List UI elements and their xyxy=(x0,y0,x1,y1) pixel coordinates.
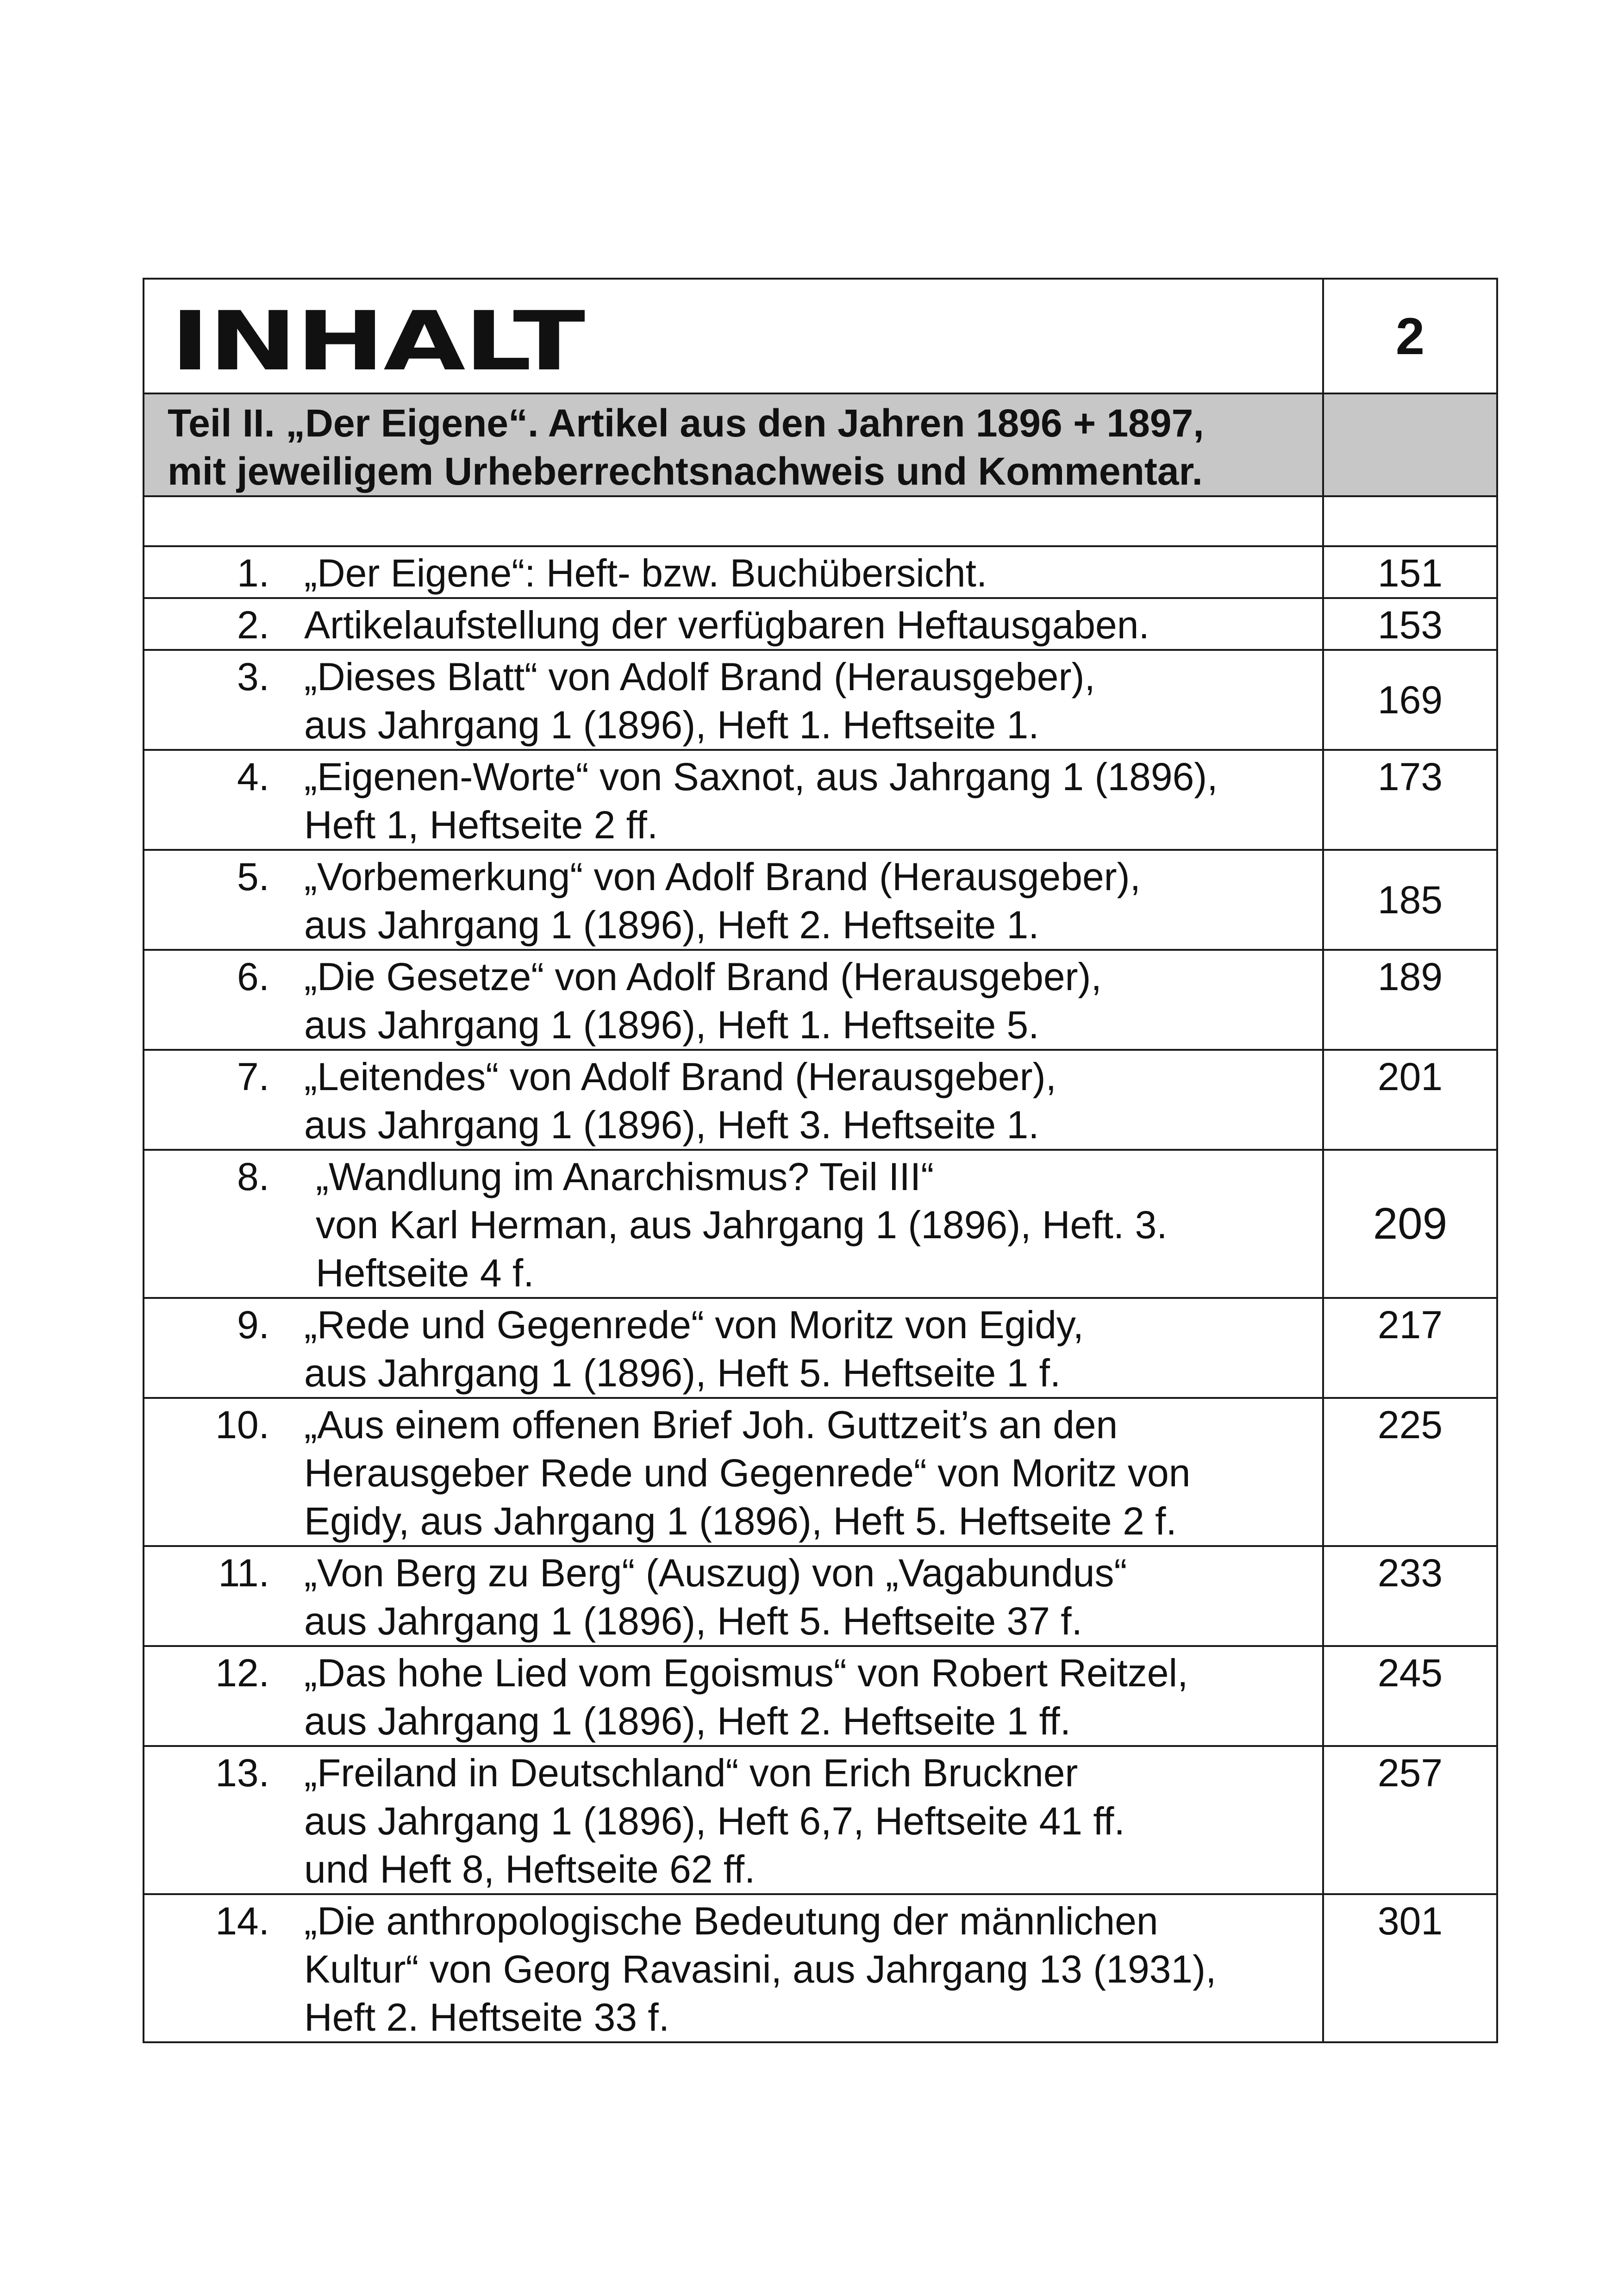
spacer-row xyxy=(144,496,1497,546)
entry-page: 257 xyxy=(1323,1746,1497,1894)
spacer-page-cell xyxy=(1323,496,1497,546)
toc-entry xyxy=(144,598,1497,650)
entry-cell xyxy=(144,1398,1323,1546)
entry-cell xyxy=(144,1150,1323,1298)
entry-page: 169 xyxy=(1323,650,1497,750)
entry-number: 3. xyxy=(237,655,269,698)
entry-cell xyxy=(144,1050,1323,1150)
entry-page: 185 xyxy=(1323,850,1497,950)
entry-page: 173 xyxy=(1323,750,1497,850)
toc-entry xyxy=(144,1546,1497,1646)
entry-page: 245 xyxy=(1323,1646,1497,1746)
entry-page: 151 xyxy=(1323,546,1497,598)
entry-number: 7. xyxy=(237,1055,269,1098)
entry-cell xyxy=(144,1894,1323,2042)
toc-entry xyxy=(144,1746,1497,1894)
entry-number: 5. xyxy=(237,855,269,898)
entry-cell xyxy=(144,750,1323,850)
page-title: INHALT xyxy=(170,294,584,389)
subtitle-page-cell xyxy=(1323,393,1497,496)
entry-text: „Die anthropologische Bedeutung der männlichen Kultur“ von Georg Ravasini, aus Jahrgang 13 (1931), Heft 2. Heftseite 33 f. xyxy=(304,1899,1217,2039)
toc-entry xyxy=(144,750,1497,850)
table-of-contents xyxy=(143,278,1498,2043)
entry-text: „Das hohe Lied vom Egoismus“ von Robert Reitzel, aus Jahrgang 1 (1896), Heft 2. Heftseite 1 ff. xyxy=(304,1651,1188,1743)
entry-cell xyxy=(144,598,1323,650)
subtitle-line-1: Teil II. „Der Eigene“. Artikel aus den Jahren 1896 + 1897, xyxy=(168,401,1204,445)
entry-number: 1. xyxy=(237,551,269,595)
entry-text: „Wandlung im Anarchismus? Teil III“ von Karl Herman, aus Jahrgang 1 (1896), Heft. 3. Heftseite 4 f. xyxy=(316,1155,1168,1295)
entry-cell xyxy=(144,850,1323,950)
entry-number: 6. xyxy=(237,955,269,998)
entry-cell xyxy=(144,546,1323,598)
entry-number: 8. xyxy=(237,1155,269,1198)
entry-page: 153 xyxy=(1323,598,1497,650)
entry-text: „Dieses Blatt“ von Adolf Brand (Herausgeber), aus Jahrgang 1 (1896), Heft 1. Heftseite 1. xyxy=(304,655,1095,747)
entry-number: 9. xyxy=(237,1303,269,1347)
toc-entry xyxy=(144,950,1497,1050)
toc-entry xyxy=(144,1646,1497,1746)
entry-number: 10. xyxy=(215,1403,269,1447)
entry-cell xyxy=(144,1298,1323,1398)
entry-text: „Der Eigene“: Heft- bzw. Buchübersicht. xyxy=(304,551,987,595)
entry-page: 217 xyxy=(1323,1298,1497,1398)
toc-entry xyxy=(144,1298,1497,1398)
entry-page: 209 xyxy=(1323,1150,1497,1298)
toc-entry xyxy=(144,1894,1497,2042)
entry-cell xyxy=(144,950,1323,1050)
toc-entry xyxy=(144,1150,1497,1298)
entry-text: „Rede und Gegenrede“ von Moritz von Egidy, aus Jahrgang 1 (1896), Heft 5. Heftseite 1 f. xyxy=(304,1303,1084,1395)
toc-entry xyxy=(144,546,1497,598)
subtitle xyxy=(144,394,1322,495)
entry-page: 225 xyxy=(1323,1398,1497,1546)
entry-cell xyxy=(144,1546,1323,1646)
entry-number: 4. xyxy=(237,755,269,798)
toc-entry xyxy=(144,1050,1497,1150)
toc-entry xyxy=(144,650,1497,750)
subtitle-cell xyxy=(144,393,1323,496)
toc-entry xyxy=(144,1398,1497,1546)
entry-cell xyxy=(144,1646,1323,1746)
toc-entry xyxy=(144,850,1497,950)
entry-number: 12. xyxy=(215,1651,269,1695)
entry-number: 14. xyxy=(215,1899,269,1943)
entry-number: 13. xyxy=(215,1751,269,1795)
entry-text: „Freiland in Deutschland“ von Erich Bruckner aus Jahrgang 1 (1896), Heft 6,7, Heftseite 41 ff. und Heft 8, Heftseite 62 ff. xyxy=(304,1751,1125,1891)
part-number: 2 xyxy=(1323,279,1497,393)
entry-text: „Leitendes“ von Adolf Brand (Herausgeber), aus Jahrgang 1 (1896), Heft 3. Heftseite 1. xyxy=(304,1055,1056,1147)
entry-text: „Eigenen-Worte“ von Saxnot, aus Jahrgang 1 (1896), Heft 1, Heftseite 2 ff. xyxy=(304,755,1218,847)
entry-cell xyxy=(144,650,1323,750)
entry-page: 301 xyxy=(1323,1894,1497,2042)
entry-number: 2. xyxy=(237,603,269,647)
entry-page: 233 xyxy=(1323,1546,1497,1646)
entry-page: 201 xyxy=(1323,1050,1497,1150)
entry-text: „Vorbemerkung“ von Adolf Brand (Herausgeber), aus Jahrgang 1 (1896), Heft 2. Heftseite 1. xyxy=(304,855,1141,947)
entry-cell xyxy=(144,1746,1323,1894)
entry-text: „Die Gesetze“ von Adolf Brand (Herausgeber), aus Jahrgang 1 (1896), Heft 1. Heftseite 5. xyxy=(304,955,1102,1047)
entry-text: „Von Berg zu Berg“ (Auszug) von „Vagabundus“ aus Jahrgang 1 (1896), Heft 5. Heftseite 37 f. xyxy=(304,1551,1127,1643)
subtitle-line-2: mit jeweiligem Urheberrechtsnachweis und Kommentar. xyxy=(168,449,1203,493)
title-cell xyxy=(144,279,1323,393)
entry-number: 11. xyxy=(218,1551,269,1595)
entry-text: Artikelaufstellung der verfügbaren Heftausgaben. xyxy=(304,603,1149,647)
entry-page: 189 xyxy=(1323,950,1497,1050)
spacer-cell xyxy=(144,496,1323,546)
subtitle-row xyxy=(144,393,1497,496)
entry-text: „Aus einem offenen Brief Joh. Guttzeit’s an den Herausgeber Rede und Gegenrede“ von Moritz von Egidy, aus Jahrgang 1 (1896), Heft 5. Heftseite 2 f. xyxy=(304,1403,1191,1543)
title-row xyxy=(144,279,1497,393)
